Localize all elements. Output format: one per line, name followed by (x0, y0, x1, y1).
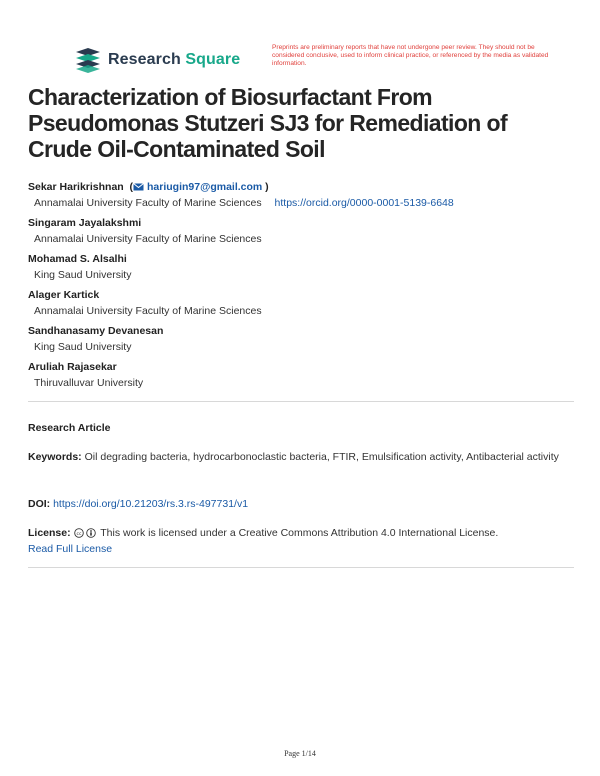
author-affiliation: Annamalai University Faculty of Marine Sciences (34, 197, 262, 209)
license-label: License: (28, 527, 71, 539)
author-name: Singaram Jayalakshmi (28, 217, 142, 229)
author-name: Aruliah Rajasekar (28, 361, 117, 373)
envelope-icon (133, 183, 144, 191)
author-name: Sandhanasamy Devanesan (28, 325, 164, 337)
author-affiliation: King Saud University (34, 341, 132, 353)
orcid-link[interactable]: https://orcid.org/0000-0001-5139-6648 (274, 197, 454, 209)
author-name: Mohamad S. Alsalhi (28, 253, 127, 265)
page-number: Page 1/14 (284, 749, 316, 758)
author-name: Alager Kartick (28, 289, 100, 301)
author-entry (28, 324, 576, 360)
keywords-text: Oil degrading bacteria, hydrocarbonoclastic bacteria, FTIR, Emulsification activity, Antibacterial activity (84, 451, 559, 463)
header (74, 44, 554, 80)
svg-text:cc: cc (76, 531, 82, 537)
author-affiliation: Annamalai University Faculty of Marine Sciences (34, 233, 262, 245)
logo-text (108, 51, 240, 69)
divider (28, 401, 574, 402)
license-text: This work is licensed under a Creative Commons Attribution 4.0 International License. (100, 527, 499, 539)
doi-block (28, 496, 574, 512)
paper-title: Characterization of Biosurfactant From Pseudomonas Stutzeri SJ3 for Remediation of Crude Oil-Contaminated Soil (28, 84, 508, 162)
author-entry (28, 216, 576, 252)
author-affiliation: King Saud University (34, 269, 132, 281)
author-list (28, 180, 576, 396)
author-affiliation: Annamalai University Faculty of Marine Sciences (34, 305, 262, 317)
read-full-license-link[interactable]: Read Full License (28, 543, 113, 555)
keywords-block (28, 449, 574, 465)
keywords-label: Keywords: (28, 451, 82, 463)
author-email-link[interactable]: hariugin97@gmail.com (146, 181, 263, 193)
author-entry (28, 360, 576, 396)
doi-label: DOI: (28, 498, 51, 510)
research-square-logo-icon (74, 46, 102, 74)
license-block (28, 525, 574, 557)
creative-commons-icon (74, 528, 84, 538)
author-affiliation: Thiruvalluvar University (34, 377, 144, 389)
preprint-disclaimer: Preprints are preliminary reports that have not undergone peer review. They should not be considered conclusive, used to inform clinical practice, or referenced by the media as validated information. (272, 44, 549, 67)
research-square-logo[interactable] (74, 46, 240, 74)
divider (28, 567, 574, 568)
author-entry (28, 288, 576, 324)
article-type: Research Article (28, 422, 111, 434)
doi-link[interactable]: https://doi.org/10.21203/rs.3.rs-497731/v1 (53, 498, 249, 510)
author-name: Sekar Harikrishnan (28, 181, 124, 193)
author-entry (28, 252, 576, 288)
author-entry: Sekar Harikrishnan ( hariugin97@gmail.com ) Annamalai University Faculty of Marine Sciences https://orcid.org/0000-0001-5139-6648 (28, 181, 454, 209)
logo-text-main: Research (108, 51, 181, 68)
logo-text-accent: Square (185, 51, 241, 68)
attribution-icon (86, 528, 96, 538)
